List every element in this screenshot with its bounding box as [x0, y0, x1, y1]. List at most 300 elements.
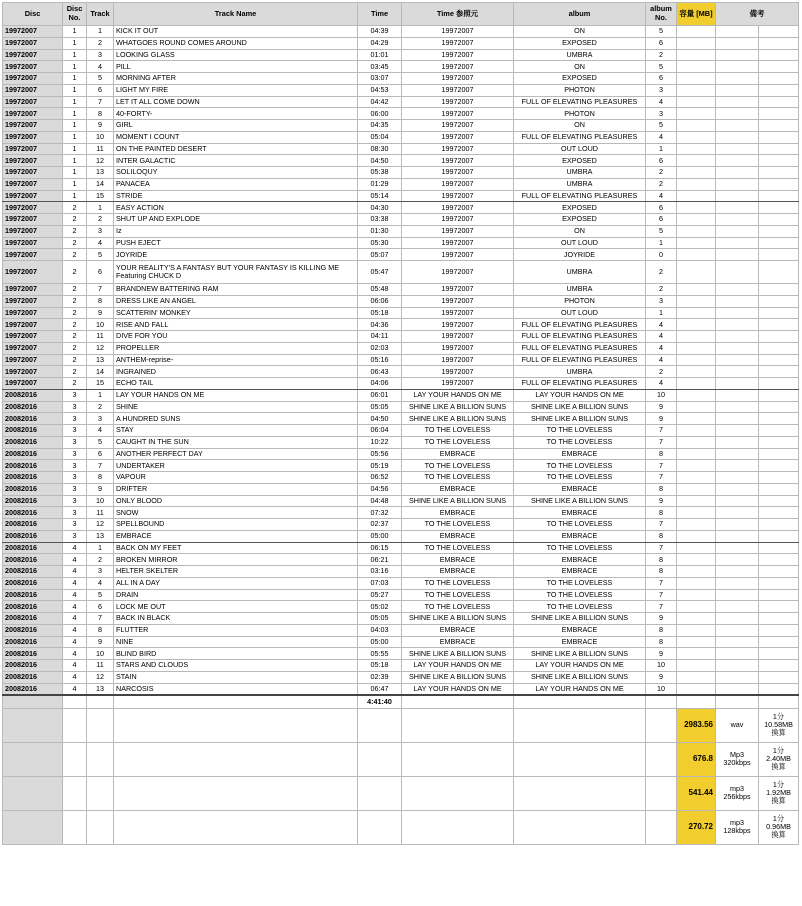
empty-cell[interactable]	[646, 695, 677, 709]
empty-cell[interactable]	[716, 319, 759, 331]
empty-cell[interactable]	[759, 401, 799, 413]
track-name-cell[interactable]: Iz	[114, 225, 358, 237]
album-no-cell[interactable]: 5	[646, 61, 677, 73]
time-cell[interactable]: 04:11	[358, 331, 402, 343]
empty-cell[interactable]	[358, 708, 402, 742]
empty-cell[interactable]	[759, 120, 799, 132]
time-source-cell[interactable]: 19972007	[402, 331, 514, 343]
disc-no-cell[interactable]: 1	[63, 178, 87, 190]
empty-cell[interactable]	[759, 671, 799, 683]
disc-no-cell[interactable]: 1	[63, 131, 87, 143]
empty-cell[interactable]	[759, 331, 799, 343]
empty-cell[interactable]	[677, 73, 716, 85]
disc-no-cell[interactable]: 1	[63, 26, 87, 38]
disc-cell[interactable]: 20082016	[3, 425, 63, 437]
empty-cell[interactable]	[87, 776, 114, 810]
disc-cell[interactable]: 19972007	[3, 249, 63, 261]
track-cell[interactable]: 5	[87, 436, 114, 448]
time-source-cell[interactable]: 19972007	[402, 284, 514, 296]
time-source-cell[interactable]: 19972007	[402, 249, 514, 261]
empty-cell[interactable]	[759, 460, 799, 472]
track-cell[interactable]: 8	[87, 472, 114, 484]
disc-cell[interactable]: 20082016	[3, 671, 63, 683]
album-no-cell[interactable]: 3	[646, 295, 677, 307]
time-source-cell[interactable]: SHINE LIKE A BILLION SUNS	[402, 495, 514, 507]
album-no-cell[interactable]: 5	[646, 120, 677, 132]
album-cell[interactable]: EMBRACE	[514, 554, 646, 566]
track-cell[interactable]: 2	[87, 554, 114, 566]
time-source-cell[interactable]: TO THE LOVELESS	[402, 436, 514, 448]
disc-cell[interactable]: 19972007	[3, 49, 63, 61]
album-no-cell[interactable]: 4	[646, 342, 677, 354]
disc-cell[interactable]: 19972007	[3, 354, 63, 366]
empty-cell[interactable]	[402, 708, 514, 742]
track-name-cell[interactable]: ALL IN A DAY	[114, 577, 358, 589]
track-cell[interactable]: 3	[87, 566, 114, 578]
time-cell[interactable]: 05:16	[358, 354, 402, 366]
time-source-cell[interactable]: 19972007	[402, 225, 514, 237]
header-disc-no[interactable]: Disc No.	[63, 3, 87, 26]
time-cell[interactable]: 07:03	[358, 577, 402, 589]
time-cell[interactable]: 06:01	[358, 389, 402, 401]
time-source-cell[interactable]: TO THE LOVELESS	[402, 460, 514, 472]
album-cell[interactable]: FULL OF ELEVATING PLEASURES	[514, 131, 646, 143]
track-name-cell[interactable]: DRAIN	[114, 589, 358, 601]
disc-cell[interactable]: 20082016	[3, 530, 63, 542]
time-source-cell[interactable]: 19972007	[402, 378, 514, 390]
empty-cell[interactable]	[677, 108, 716, 120]
album-no-cell[interactable]: 10	[646, 660, 677, 672]
empty-cell[interactable]	[677, 495, 716, 507]
empty-cell[interactable]	[716, 542, 759, 554]
empty-cell[interactable]	[402, 810, 514, 844]
album-cell[interactable]: EMBRACE	[514, 483, 646, 495]
empty-cell[interactable]	[759, 178, 799, 190]
empty-cell[interactable]	[677, 26, 716, 38]
note-cell[interactable]	[759, 810, 799, 844]
album-no-cell[interactable]: 6	[646, 155, 677, 167]
size-mb-value[interactable]: 270.72	[677, 810, 716, 844]
empty-cell[interactable]	[759, 167, 799, 179]
empty-cell[interactable]	[63, 776, 87, 810]
empty-cell[interactable]	[677, 566, 716, 578]
track-cell[interactable]: 5	[87, 589, 114, 601]
album-no-cell[interactable]: 6	[646, 73, 677, 85]
empty-cell[interactable]	[677, 589, 716, 601]
album-no-cell[interactable]: 5	[646, 225, 677, 237]
empty-cell[interactable]	[716, 401, 759, 413]
empty-cell[interactable]	[646, 708, 677, 742]
disc-cell[interactable]: 19972007	[3, 378, 63, 390]
album-cell[interactable]: UMBRA	[514, 284, 646, 296]
empty-cell[interactable]	[677, 366, 716, 378]
album-no-cell[interactable]: 8	[646, 507, 677, 519]
size-mb-value[interactable]: 541.44	[677, 776, 716, 810]
time-cell[interactable]: 03:16	[358, 566, 402, 578]
album-cell[interactable]: PHOTON	[514, 295, 646, 307]
time-source-cell[interactable]: 19972007	[402, 96, 514, 108]
disc-cell[interactable]: 20082016	[3, 566, 63, 578]
album-no-cell[interactable]: 2	[646, 49, 677, 61]
note-cell[interactable]	[759, 776, 799, 810]
empty-cell[interactable]	[3, 810, 63, 844]
track-name-cell[interactable]: MORNING AFTER	[114, 73, 358, 85]
track-cell[interactable]: 1	[87, 202, 114, 214]
empty-cell[interactable]	[716, 167, 759, 179]
track-name-cell[interactable]: PILL	[114, 61, 358, 73]
time-cell[interactable]: 07:32	[358, 507, 402, 519]
disc-cell[interactable]: 19972007	[3, 26, 63, 38]
time-cell[interactable]: 04:36	[358, 319, 402, 331]
album-cell[interactable]: TO THE LOVELESS	[514, 601, 646, 613]
empty-cell[interactable]	[3, 708, 63, 742]
album-no-cell[interactable]: 1	[646, 237, 677, 249]
album-no-cell[interactable]: 8	[646, 636, 677, 648]
track-name-cell[interactable]: LET IT ALL COME DOWN	[114, 96, 358, 108]
track-name-cell[interactable]: 40-FORTY-	[114, 108, 358, 120]
empty-cell[interactable]	[716, 61, 759, 73]
disc-cell[interactable]: 20082016	[3, 483, 63, 495]
note-cell[interactable]	[759, 742, 799, 776]
time-cell[interactable]: 05:05	[358, 401, 402, 413]
time-source-cell[interactable]: 19972007	[402, 84, 514, 96]
empty-cell[interactable]	[716, 624, 759, 636]
time-cell[interactable]: 04:35	[358, 120, 402, 132]
track-name-cell[interactable]: PUSH EJECT	[114, 237, 358, 249]
album-cell[interactable]: EMBRACE	[514, 566, 646, 578]
track-name-cell[interactable]: EASY ACTION	[114, 202, 358, 214]
empty-cell[interactable]	[677, 530, 716, 542]
time-cell[interactable]: 05:30	[358, 237, 402, 249]
disc-no-cell[interactable]: 2	[63, 342, 87, 354]
album-no-cell[interactable]: 10	[646, 683, 677, 695]
album-cell[interactable]: FULL OF ELEVATING PLEASURES	[514, 342, 646, 354]
empty-cell[interactable]	[514, 708, 646, 742]
header-disc[interactable]: Disc	[3, 3, 63, 26]
empty-cell[interactable]	[759, 261, 799, 284]
time-cell[interactable]: 05:47	[358, 261, 402, 284]
empty-cell[interactable]	[677, 342, 716, 354]
album-no-cell[interactable]: 7	[646, 436, 677, 448]
time-source-cell[interactable]: EMBRACE	[402, 530, 514, 542]
album-no-cell[interactable]: 7	[646, 542, 677, 554]
track-name-cell[interactable]: LAY YOUR HANDS ON ME	[114, 389, 358, 401]
empty-cell[interactable]	[759, 84, 799, 96]
empty-cell[interactable]	[677, 378, 716, 390]
disc-cell[interactable]: 19972007	[3, 37, 63, 49]
track-name-cell[interactable]: FLUTTER	[114, 624, 358, 636]
empty-cell[interactable]	[716, 495, 759, 507]
empty-cell[interactable]	[677, 120, 716, 132]
time-cell[interactable]: 04:50	[358, 155, 402, 167]
disc-cell[interactable]: 20082016	[3, 448, 63, 460]
time-cell[interactable]: 04:56	[358, 483, 402, 495]
empty-cell[interactable]	[716, 601, 759, 613]
time-source-cell[interactable]: 19972007	[402, 178, 514, 190]
album-no-cell[interactable]: 6	[646, 214, 677, 226]
disc-no-cell[interactable]: 1	[63, 155, 87, 167]
album-cell[interactable]: OUT LOUD	[514, 237, 646, 249]
album-cell[interactable]: EMBRACE	[514, 448, 646, 460]
disc-cell[interactable]: 19972007	[3, 307, 63, 319]
empty-cell[interactable]	[716, 261, 759, 284]
empty-cell[interactable]	[759, 307, 799, 319]
disc-no-cell[interactable]: 4	[63, 554, 87, 566]
time-cell[interactable]: 06:00	[358, 108, 402, 120]
empty-cell[interactable]	[514, 695, 646, 709]
track-cell[interactable]: 12	[87, 155, 114, 167]
disc-no-cell[interactable]: 3	[63, 483, 87, 495]
empty-cell[interactable]	[759, 108, 799, 120]
empty-cell[interactable]	[716, 249, 759, 261]
time-source-cell[interactable]: TO THE LOVELESS	[402, 577, 514, 589]
disc-no-cell[interactable]: 4	[63, 601, 87, 613]
empty-cell[interactable]	[114, 708, 358, 742]
track-cell[interactable]: 14	[87, 366, 114, 378]
track-cell[interactable]: 10	[87, 131, 114, 143]
track-name-cell[interactable]: SPELLBOUND	[114, 519, 358, 531]
track-cell[interactable]: 12	[87, 671, 114, 683]
album-cell[interactable]: SHINE LIKE A BILLION SUNS	[514, 648, 646, 660]
album-no-cell[interactable]: 4	[646, 331, 677, 343]
empty-cell[interactable]	[716, 73, 759, 85]
time-source-cell[interactable]: TO THE LOVELESS	[402, 542, 514, 554]
disc-no-cell[interactable]: 3	[63, 472, 87, 484]
album-cell[interactable]: FULL OF ELEVATING PLEASURES	[514, 331, 646, 343]
empty-cell[interactable]	[716, 96, 759, 108]
time-cell[interactable]: 06:21	[358, 554, 402, 566]
time-source-cell[interactable]: EMBRACE	[402, 507, 514, 519]
album-cell[interactable]: SHINE LIKE A BILLION SUNS	[514, 613, 646, 625]
empty-cell[interactable]	[759, 425, 799, 437]
format-cell[interactable]	[716, 810, 759, 844]
empty-cell[interactable]	[716, 683, 759, 695]
empty-cell[interactable]	[677, 84, 716, 96]
track-name-cell[interactable]: UNDERTAKER	[114, 460, 358, 472]
album-no-cell[interactable]: 9	[646, 671, 677, 683]
time-cell[interactable]: 05:27	[358, 589, 402, 601]
time-source-cell[interactable]: 19972007	[402, 214, 514, 226]
album-cell[interactable]: TO THE LOVELESS	[514, 577, 646, 589]
disc-no-cell[interactable]: 1	[63, 49, 87, 61]
track-cell[interactable]: 13	[87, 530, 114, 542]
empty-cell[interactable]	[716, 131, 759, 143]
album-cell[interactable]: EMBRACE	[514, 507, 646, 519]
disc-cell[interactable]: 19972007	[3, 190, 63, 202]
empty-cell[interactable]	[3, 695, 63, 709]
disc-no-cell[interactable]: 1	[63, 73, 87, 85]
album-cell[interactable]: FULL OF ELEVATING PLEASURES	[514, 378, 646, 390]
track-cell[interactable]: 6	[87, 84, 114, 96]
format-cell[interactable]	[716, 708, 759, 742]
time-source-cell[interactable]: 19972007	[402, 190, 514, 202]
album-no-cell[interactable]: 4	[646, 354, 677, 366]
empty-cell[interactable]	[63, 742, 87, 776]
empty-cell[interactable]	[716, 49, 759, 61]
album-cell[interactable]: ON	[514, 61, 646, 73]
empty-cell[interactable]	[759, 495, 799, 507]
album-no-cell[interactable]: 7	[646, 519, 677, 531]
track-cell[interactable]: 9	[87, 120, 114, 132]
disc-no-cell[interactable]: 1	[63, 190, 87, 202]
empty-cell[interactable]	[677, 660, 716, 672]
empty-cell[interactable]	[716, 472, 759, 484]
track-cell[interactable]: 11	[87, 331, 114, 343]
disc-no-cell[interactable]: 1	[63, 84, 87, 96]
empty-cell[interactable]	[677, 96, 716, 108]
disc-no-cell[interactable]: 1	[63, 108, 87, 120]
disc-cell[interactable]: 19972007	[3, 143, 63, 155]
disc-cell[interactable]: 19972007	[3, 319, 63, 331]
time-cell[interactable]: 06:04	[358, 425, 402, 437]
empty-cell[interactable]	[716, 613, 759, 625]
track-name-cell[interactable]: BRANDNEW BATTERING RAM	[114, 284, 358, 296]
empty-cell[interactable]	[716, 366, 759, 378]
empty-cell[interactable]	[716, 120, 759, 132]
time-source-cell[interactable]: 19972007	[402, 26, 514, 38]
empty-cell[interactable]	[677, 413, 716, 425]
album-cell[interactable]: PHOTON	[514, 84, 646, 96]
size-mb-value[interactable]: 676.8	[677, 742, 716, 776]
album-no-cell[interactable]: 7	[646, 577, 677, 589]
album-no-cell[interactable]: 6	[646, 37, 677, 49]
track-name-cell[interactable]: DRESS LIKE AN ANGEL	[114, 295, 358, 307]
empty-cell[interactable]	[716, 37, 759, 49]
header-notes[interactable]: 備考	[716, 3, 799, 26]
empty-cell[interactable]	[677, 155, 716, 167]
track-cell[interactable]: 15	[87, 378, 114, 390]
disc-cell[interactable]: 19972007	[3, 261, 63, 284]
track-cell[interactable]: 12	[87, 519, 114, 531]
disc-no-cell[interactable]: 2	[63, 366, 87, 378]
disc-cell[interactable]: 19972007	[3, 331, 63, 343]
disc-cell[interactable]: 19972007	[3, 131, 63, 143]
empty-cell[interactable]	[677, 354, 716, 366]
time-cell[interactable]: 05:55	[358, 648, 402, 660]
disc-no-cell[interactable]: 4	[63, 577, 87, 589]
time-cell[interactable]: 02:39	[358, 671, 402, 683]
disc-no-cell[interactable]: 1	[63, 37, 87, 49]
track-name-cell[interactable]: PROPELLER	[114, 342, 358, 354]
empty-cell[interactable]	[716, 530, 759, 542]
track-cell[interactable]: 11	[87, 660, 114, 672]
total-time[interactable]: 4:41:40	[358, 695, 402, 709]
disc-cell[interactable]: 20082016	[3, 554, 63, 566]
album-cell[interactable]: FULL OF ELEVATING PLEASURES	[514, 354, 646, 366]
disc-cell[interactable]: 19972007	[3, 214, 63, 226]
track-cell[interactable]: 14	[87, 178, 114, 190]
empty-cell[interactable]	[646, 810, 677, 844]
disc-cell[interactable]: 20082016	[3, 648, 63, 660]
empty-cell[interactable]	[759, 624, 799, 636]
album-cell[interactable]: UMBRA	[514, 178, 646, 190]
time-cell[interactable]: 04:29	[358, 37, 402, 49]
album-no-cell[interactable]: 2	[646, 167, 677, 179]
track-name-cell[interactable]: STAIN	[114, 671, 358, 683]
disc-cell[interactable]: 19972007	[3, 225, 63, 237]
empty-cell[interactable]	[759, 225, 799, 237]
time-source-cell[interactable]: 19972007	[402, 143, 514, 155]
empty-cell[interactable]	[759, 542, 799, 554]
empty-cell[interactable]	[677, 683, 716, 695]
album-no-cell[interactable]: 9	[646, 495, 677, 507]
empty-cell[interactable]	[716, 354, 759, 366]
time-cell[interactable]: 06:47	[358, 683, 402, 695]
empty-cell[interactable]	[716, 143, 759, 155]
album-cell[interactable]: SHINE LIKE A BILLION SUNS	[514, 413, 646, 425]
time-cell[interactable]: 05:18	[358, 660, 402, 672]
time-source-cell[interactable]: 19972007	[402, 354, 514, 366]
empty-cell[interactable]	[759, 26, 799, 38]
album-cell[interactable]: UMBRA	[514, 261, 646, 284]
empty-cell[interactable]	[716, 413, 759, 425]
album-no-cell[interactable]: 9	[646, 613, 677, 625]
empty-cell[interactable]	[677, 624, 716, 636]
track-cell[interactable]: 13	[87, 683, 114, 695]
disc-no-cell[interactable]: 4	[63, 542, 87, 554]
empty-cell[interactable]	[677, 202, 716, 214]
time-cell[interactable]: 04:06	[358, 378, 402, 390]
empty-cell[interactable]	[759, 589, 799, 601]
empty-cell[interactable]	[759, 472, 799, 484]
empty-cell[interactable]	[114, 810, 358, 844]
empty-cell[interactable]	[677, 483, 716, 495]
album-cell[interactable]: TO THE LOVELESS	[514, 542, 646, 554]
track-cell[interactable]: 7	[87, 460, 114, 472]
album-no-cell[interactable]: 1	[646, 143, 677, 155]
album-no-cell[interactable]: 5	[646, 26, 677, 38]
empty-cell[interactable]	[716, 577, 759, 589]
album-no-cell[interactable]: 10	[646, 389, 677, 401]
disc-cell[interactable]: 20082016	[3, 495, 63, 507]
time-source-cell[interactable]: 19972007	[402, 366, 514, 378]
track-name-cell[interactable]: LOCK ME OUT	[114, 601, 358, 613]
disc-cell[interactable]: 19972007	[3, 73, 63, 85]
disc-no-cell[interactable]: 4	[63, 636, 87, 648]
empty-cell[interactable]	[716, 507, 759, 519]
time-source-cell[interactable]: 19972007	[402, 261, 514, 284]
track-name-cell[interactable]: SOLILOQUY	[114, 167, 358, 179]
disc-no-cell[interactable]: 3	[63, 507, 87, 519]
time-cell[interactable]: 04:30	[358, 202, 402, 214]
disc-cell[interactable]: 20082016	[3, 636, 63, 648]
track-cell[interactable]: 13	[87, 167, 114, 179]
track-name-cell[interactable]: RISE AND FALL	[114, 319, 358, 331]
disc-cell[interactable]: 20082016	[3, 389, 63, 401]
empty-cell[interactable]	[677, 389, 716, 401]
track-name-cell[interactable]: PANACEA	[114, 178, 358, 190]
disc-cell[interactable]: 20082016	[3, 413, 63, 425]
album-cell[interactable]: EXPOSED	[514, 214, 646, 226]
empty-cell[interactable]	[677, 214, 716, 226]
album-no-cell[interactable]: 4	[646, 190, 677, 202]
time-cell[interactable]: 06:15	[358, 542, 402, 554]
disc-cell[interactable]: 19972007	[3, 178, 63, 190]
disc-no-cell[interactable]: 2	[63, 319, 87, 331]
empty-cell[interactable]	[677, 601, 716, 613]
track-name-cell[interactable]: JOYRIDE	[114, 249, 358, 261]
disc-no-cell[interactable]: 2	[63, 331, 87, 343]
time-cell[interactable]: 04:50	[358, 413, 402, 425]
album-no-cell[interactable]: 8	[646, 483, 677, 495]
album-no-cell[interactable]: 2	[646, 366, 677, 378]
track-name-cell[interactable]: ANTHEM-reprise-	[114, 354, 358, 366]
empty-cell[interactable]	[759, 319, 799, 331]
time-cell[interactable]: 05:18	[358, 307, 402, 319]
empty-cell[interactable]	[677, 519, 716, 531]
disc-no-cell[interactable]: 4	[63, 648, 87, 660]
time-cell[interactable]: 02:03	[358, 342, 402, 354]
